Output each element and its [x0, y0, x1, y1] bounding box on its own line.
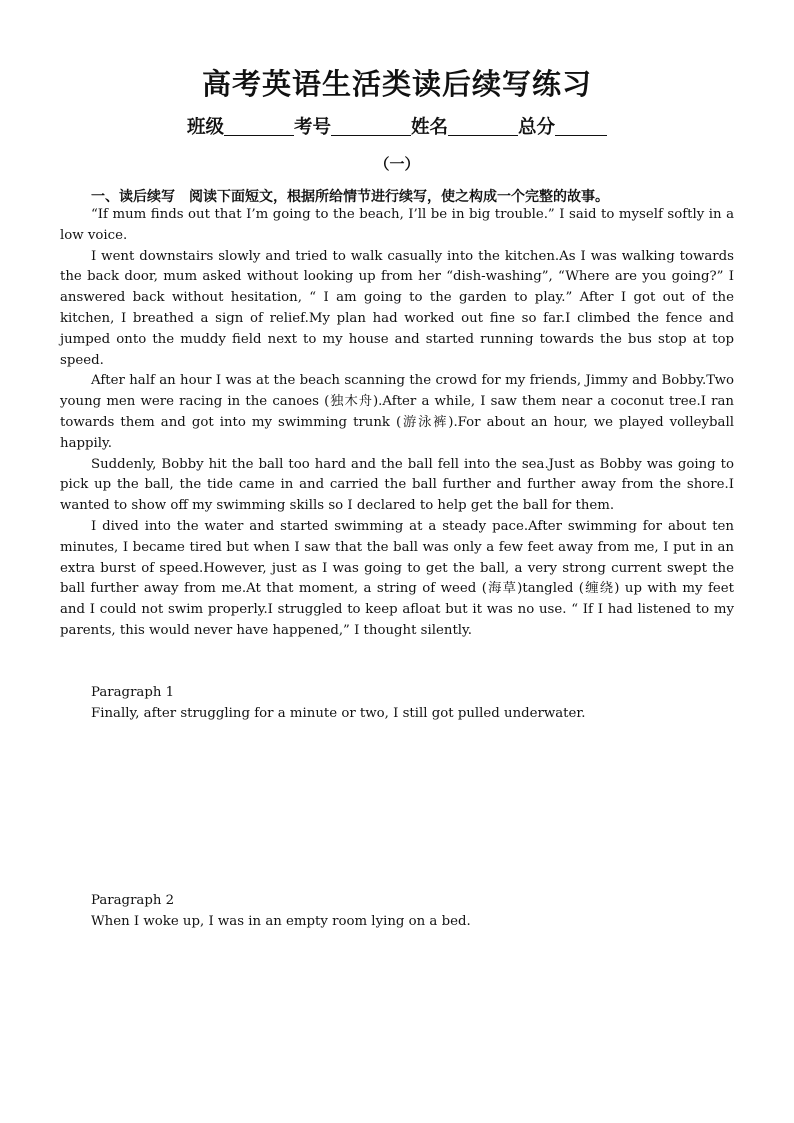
passage-paragraph: After half an hour I was at the beach scanning the crowd for my friends, Jimmy and Bobby.Two young men were racing in the canoes (独木舟).After a while, I saw them near a coconut tree.I ran towards them and got into my swimming trunk (游泳裤).For about an hour, we played volleyball happily. [60, 373, 734, 451]
paragraph1-label: Paragraph 1 [91, 685, 175, 700]
passage-paragraph: I dived into the water and started swimming at a steady pace.After swimming for about ten minutes, I became tired but when I saw that the ball was only a few feet away from me, I put in an extra burst of speed.However, just as I was going to get the ball, a very strong current swept the ball further away from me.At that moment, a string of weed (海草)tangled (缠绕) up with my feet and I could not swim properly.I struggled to keep afloat but it was no use. “ If I had listened to my parents, this would never have happened,” I thought silently. [60, 518, 734, 638]
name-blank[interactable] [448, 117, 518, 136]
paragraph2-opening: When I woke up, I was in an empty room lying on a bed. [91, 914, 471, 929]
class-blank[interactable] [224, 117, 294, 136]
exam-number-label: 考号 [293, 117, 331, 138]
exam-number-blank[interactable] [331, 117, 411, 136]
score-label: 总分 [518, 117, 556, 138]
task-instruction: 一、读后续写 阅读下面短文，根据所给情节进行续写，使之构成一个完整的故事。 [91, 189, 609, 205]
name-label: 姓名 [411, 117, 449, 138]
passage [60, 205, 734, 642]
score-blank[interactable] [555, 117, 607, 136]
passage-paragraph: Suddenly, Bobby hit the ball too hard and the ball fell into the sea.Just as Bobby was going to pick up the ball, the tide came in and carried the ball further and further away from the shore.I wanted to show off my swimming skills so I declared to help get the ball for them. [60, 456, 734, 514]
page-title: 高考英语生活类读后续写练习 [201, 67, 592, 101]
section-number: （一） [374, 155, 420, 173]
class-label: 班级 [186, 117, 224, 138]
student-info-line [0, 113, 794, 139]
passage-paragraph: “If mum finds out that I’m going to the beach, I’ll be in big trouble.” I said to myself softly in a low voice. [60, 207, 734, 243]
passage-paragraph: I went downstairs slowly and tried to walk casually into the kitchen.As I was walking towards the back door, mum asked without looking up from her “dish-washing”, “Where are you going?” I answered back without hesitation, “ I am going to the garden to play.” After I got out of the kitchen, I breathed a sign of relief.My plan had worked out fine so far.I climbed the fence and jumped onto the muddy field next to my house and started running towards the bus stop at top speed. [60, 248, 734, 368]
paragraph1-opening: Finally, after struggling for a minute or two, I still got pulled underwater. [91, 706, 586, 721]
paragraph2-label: Paragraph 2 [91, 893, 175, 908]
